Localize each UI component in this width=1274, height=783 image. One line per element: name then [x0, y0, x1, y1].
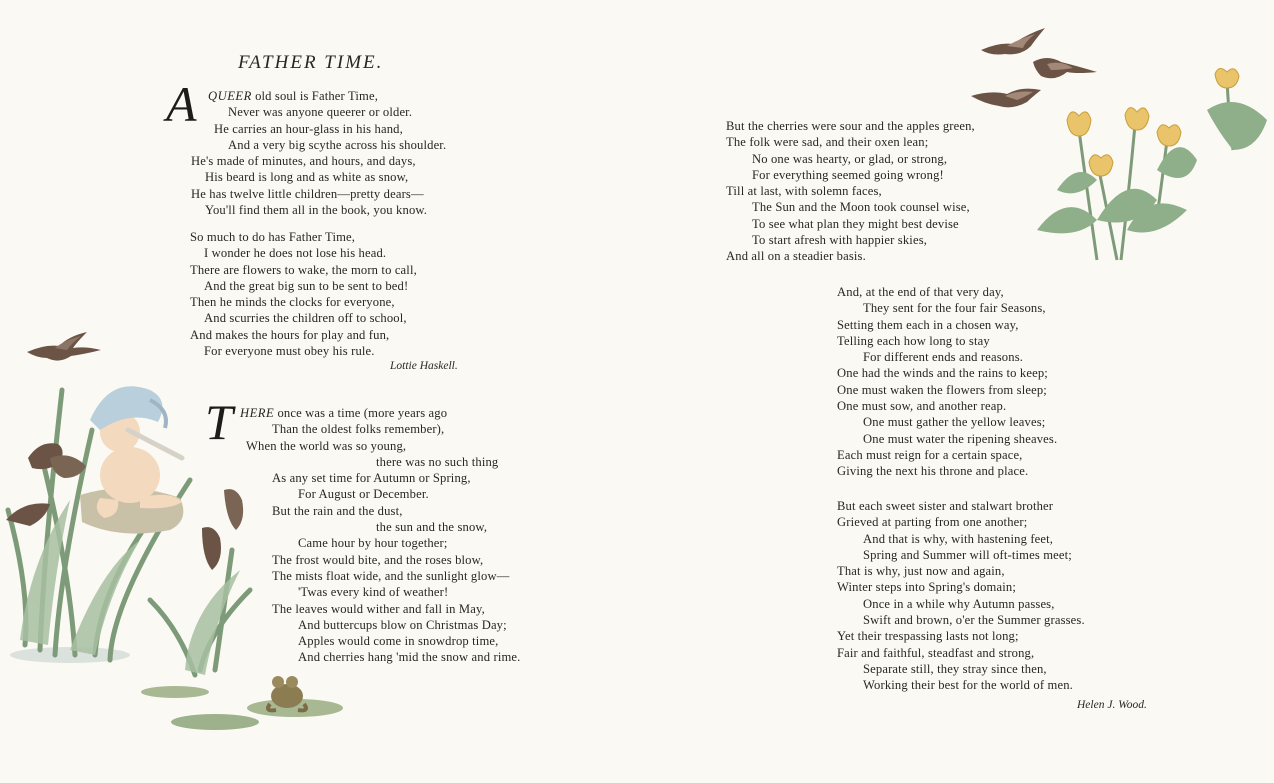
poem-line: He's made of minutes, and hours, and days, [191, 154, 416, 169]
poem-line: For different ends and reasons. [863, 350, 1024, 365]
bird-illustration [25, 330, 105, 366]
poem-line: QUEER old soul is Father Time, [208, 89, 378, 103]
poem-line: Fair and faithful, steadfast and strong, [837, 645, 1035, 660]
poem-line: And makes the hours for play and fun, [190, 327, 390, 342]
poem-line: No one was hearty, or glad, or strong, [752, 151, 948, 166]
poem1-stanza1 [191, 88, 447, 218]
poem-line: For August or December. [298, 487, 429, 502]
poem-line: One must sow, and another reap. [837, 399, 1007, 414]
poem-line: Each must reign for a certain space, [837, 447, 1023, 462]
poem-line: 'Twas every kind of weather! [298, 585, 449, 600]
frog-illustration [262, 668, 312, 714]
right-stanza1 [726, 118, 975, 265]
poem-line: He carries an hour-glass in his hand, [214, 121, 403, 136]
poem-line: But the cherries were sour and the apples green, [726, 119, 975, 133]
poem-line: Till at last, with solemn faces, [726, 184, 882, 199]
poem-line: They sent for the four fair Seasons, [863, 301, 1046, 316]
author-signature: Helen J. Wood. [1077, 699, 1147, 711]
poem-line: When the world was so young, [246, 438, 407, 453]
tulip-illustration [1037, 70, 1274, 270]
poem-line: Once in a while why Autumn passes, [863, 596, 1055, 611]
poem-line: Then he minds the clocks for everyone, [190, 295, 395, 310]
poem-line: And, at the end of that very day, [837, 285, 1004, 299]
poem-line: That is why, just now and again, [837, 564, 1005, 579]
poem-line: Telling each how long to stay [837, 333, 990, 348]
poem-line: There are flowers to wake, the morn to call, [190, 262, 417, 277]
poem-line: Separate still, they stray since then, [863, 661, 1047, 676]
poem-line: For everyone must obey his rule. [204, 344, 375, 359]
poem-line: The leaves would wither and fall in May, [272, 601, 485, 616]
right-stanza2 [837, 284, 1057, 480]
poem1-stanza2 [190, 229, 417, 359]
poem-line: As any set time for Autumn or Spring, [272, 471, 471, 486]
poem-line: And cherries hang 'mid the snow and rime. [298, 650, 521, 665]
drop-cap-t: T [205, 394, 233, 450]
poem-line: For everything seemed going wrong! [752, 167, 944, 182]
poem-line: And all on a steadier basis. [726, 249, 866, 264]
poem-line: To start afresh with happier skies, [752, 233, 928, 248]
poem-line: the sun and the snow, [376, 520, 488, 535]
poem-line: One must gather the yellow leaves; [863, 415, 1046, 430]
poem-line: Apples would come in snowdrop time, [298, 634, 499, 649]
poem-line: Never was anyone queerer or older. [228, 105, 413, 120]
poem-line: Swift and brown, o'er the Summer grasses. [863, 613, 1085, 628]
poem-line: there was no such thing [376, 454, 499, 469]
poem-line: Yet their trespassing lasts not long; [837, 629, 1019, 644]
first-word: HERE [240, 406, 275, 420]
poem-line: The folk were sad, and their oxen lean; [726, 135, 929, 150]
poem-line: You'll find them all in the book, you know. [205, 203, 428, 218]
poem-line: And the great big sun to be sent to bed! [204, 278, 409, 293]
poem-line: Working their best for the world of men. [863, 678, 1073, 693]
author-signature: Lottie Haskell. [390, 360, 458, 372]
right-page [637, 0, 1274, 783]
poem-line: The frost would bite, and the roses blow, [272, 552, 484, 567]
poem-line: Setting them each in a chosen way, [837, 317, 1019, 332]
poem2-lines [240, 405, 521, 666]
drop-cap-a: A [166, 76, 197, 132]
poem-line: Grieved at parting from one another; [837, 515, 1028, 530]
poem-line: And scurries the children off to school, [204, 311, 407, 326]
poem-line: The mists float wide, and the sunlight glow— [272, 568, 510, 583]
poem-line: He has twelve little children—pretty dears— [191, 186, 424, 201]
right-stanza3 [837, 498, 1085, 694]
poem-line: And that is why, with hastening feet, [863, 531, 1054, 546]
poem-line: To see what plan they might best devise [752, 216, 959, 231]
poem-line: Giving the next his throne and place. [837, 464, 1029, 479]
poem-line: Than the oldest folks remember), [272, 422, 445, 437]
child-flute-illustration [0, 370, 280, 740]
poem-line: One must waken the flowers from sleep; [837, 382, 1047, 397]
poem-line: I wonder he does not lose his head. [204, 246, 387, 261]
poem-line: Winter steps into Spring's domain; [837, 580, 1016, 595]
poem-line: But each sweet sister and stalwart brother [837, 499, 1054, 513]
poem-line: Came hour by hour together; [298, 536, 448, 551]
poem-line: One must water the ripening sheaves. [863, 431, 1058, 446]
poem-title: FATHER TIME. [238, 52, 384, 73]
poem-line: His beard is long and as white as snow, [205, 170, 409, 185]
poem-line: And buttercups blow on Christmas Day; [298, 617, 507, 632]
poem-line: HERE once was a time (more years ago [240, 406, 448, 420]
first-word: QUEER [208, 89, 252, 103]
poem-line: The Sun and the Moon took counsel wise, [752, 200, 970, 215]
poem-line: Spring and Summer will oft-times meet; [863, 547, 1072, 562]
poem-line: And a very big scythe across his shoulder. [228, 137, 447, 152]
poem-line: One had the winds and the rains to keep; [837, 366, 1048, 381]
poem-line: So much to do has Father Time, [190, 230, 356, 244]
poem-line: But the rain and the dust, [272, 503, 403, 518]
